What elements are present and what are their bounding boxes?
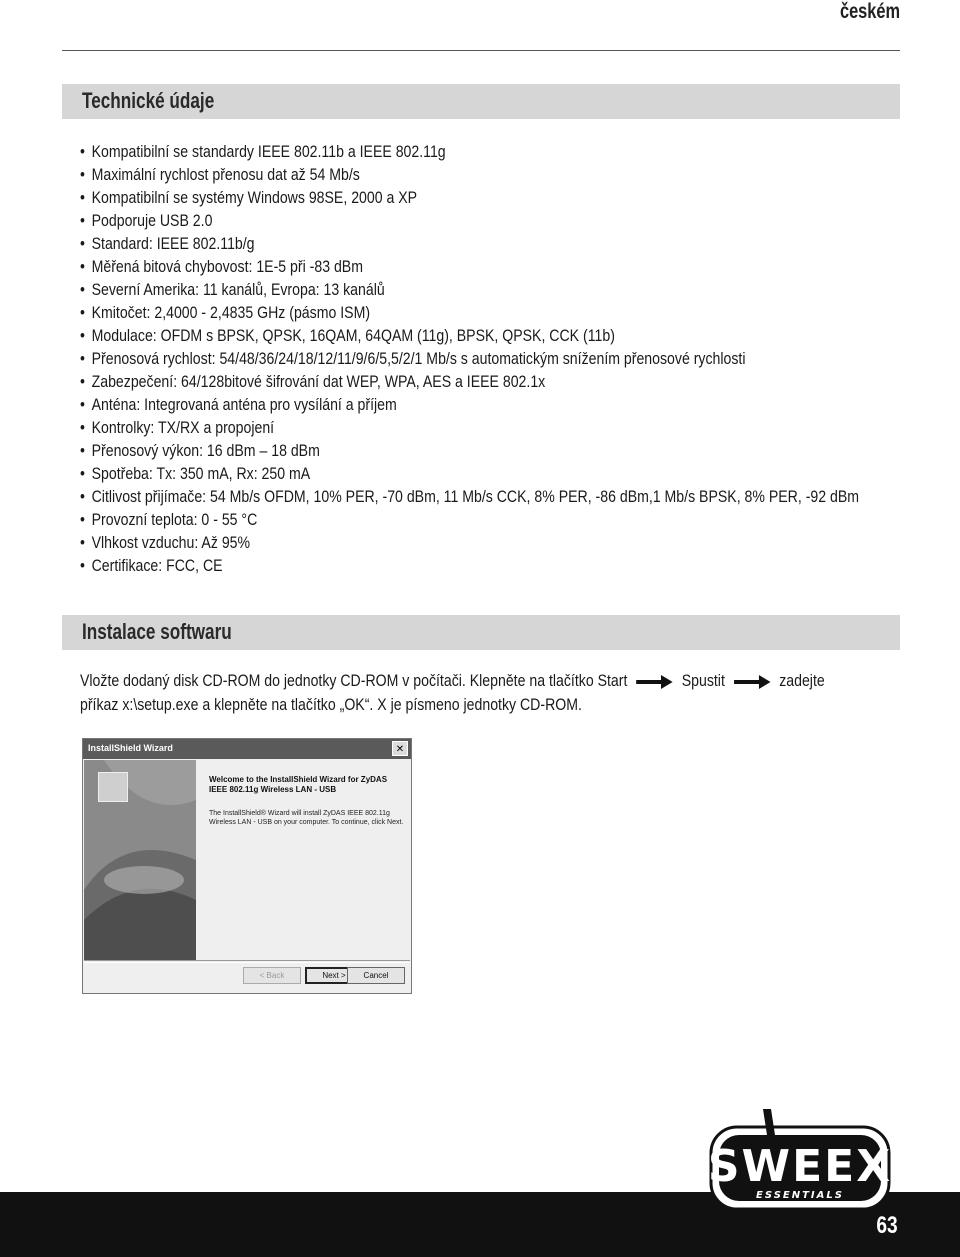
install-text-part2: Spustit: [681, 671, 725, 690]
bullet-icon: •: [80, 188, 85, 207]
list-item: [80, 531, 859, 554]
spec-list: [80, 140, 960, 577]
spec-text: Spotřeba: Tx: 350 mA, Rx: 250 mA: [91, 464, 311, 483]
bullet-icon: •: [80, 395, 85, 414]
list-item: [80, 508, 859, 531]
list-item: [80, 140, 859, 163]
spec-text: Severní Amerika: 11 kanálů, Evropa: 13 kanálů: [91, 280, 385, 299]
install-section-bar: [62, 615, 900, 650]
spec-text: Standard: IEEE 802.11b/g: [91, 234, 255, 253]
specs-section-bar: [62, 84, 900, 119]
bullet-icon: •: [80, 257, 85, 276]
spec-text: Citlivost přijímače: 54 Mb/s OFDM, 10% PER, -70 dBm, 11 Mb/s CCK, 8% PER, -86 dBm,1 Mb/s BPSK, 8% PER, -92 dBm: [91, 487, 860, 506]
list-item: [80, 163, 859, 186]
list-item: [80, 485, 859, 508]
installshield-logo-icon: [98, 772, 128, 802]
spec-text: Měřená bitová chybovost: 1E-5 při -83 dBm: [91, 257, 363, 276]
list-item: [80, 439, 859, 462]
spec-text: Kmitočet: 2,4000 - 2,4835 GHz (pásmo ISM): [91, 303, 371, 322]
install-text-part3: zadejte: [779, 671, 825, 690]
spec-text: Vlhkost vzduchu: Až 95%: [91, 533, 251, 552]
wizard-body-text: The InstallShield® Wizard will install ZyDAS IEEE 802.11g Wireless LAN - USB on your computer. To continue, click Next.: [209, 810, 404, 826]
bullet-icon: •: [80, 487, 85, 506]
list-item: [80, 370, 859, 393]
bullet-icon: •: [80, 464, 85, 483]
back-button[interactable]: < Back: [243, 967, 301, 984]
bullet-icon: •: [80, 556, 85, 575]
bullet-icon: •: [80, 372, 85, 391]
wizard-heading: Welcome to the InstallShield Wizard for ZyDAS IEEE 802.11g Wireless LAN - USB: [209, 775, 388, 794]
svg-text:SWEEX: SWEEX: [707, 1141, 893, 1192]
wizard-titlebar: [83, 739, 411, 759]
bullet-icon: •: [80, 211, 85, 230]
bullet-icon: •: [80, 303, 85, 322]
list-item: [80, 278, 859, 301]
spec-text: Přenosový výkon: 16 dBm – 18 dBm: [91, 441, 320, 460]
bullet-icon: •: [80, 349, 85, 368]
svg-text:ESSENTIALS: ESSENTIALS: [756, 1190, 844, 1201]
bullet-icon: •: [80, 142, 85, 161]
install-instruction-line1: [80, 669, 825, 693]
spec-text: Certifikace: FCC, CE: [91, 556, 223, 575]
bullet-icon: •: [80, 533, 85, 552]
bullet-icon: •: [80, 510, 85, 529]
arrow-right-icon: [734, 675, 771, 689]
bullet-icon: •: [80, 280, 85, 299]
list-item: [80, 347, 859, 370]
bullet-icon: •: [80, 234, 85, 253]
list-item: [80, 186, 859, 209]
list-item: [80, 554, 859, 577]
installshield-wizard-window: [82, 738, 412, 994]
list-item: [80, 462, 859, 485]
list-item: [80, 255, 859, 278]
bullet-icon: •: [80, 326, 85, 345]
install-section-title: Instalace softwaru: [82, 619, 232, 644]
bullet-icon: •: [80, 165, 85, 184]
spec-text: Zabezpečení: 64/128bitové šifrování dat WEP, WPA, AES a IEEE 802.1x: [91, 372, 546, 391]
close-icon[interactable]: ✕: [392, 741, 408, 756]
list-item: [80, 324, 859, 347]
wizard-side-graphic: [84, 760, 196, 960]
install-instruction-line2: příkaz x:\setup.exe a klepněte na tlačítko „OK“. X je písmeno jednotky CD-ROM.: [80, 695, 582, 714]
bullet-icon: •: [80, 441, 85, 460]
spec-text: Maximální rychlost přenosu dat až 54 Mb/s: [91, 165, 360, 184]
spec-text: Anténa: Integrovaná anténa pro vysílání a příjem: [91, 395, 397, 414]
list-item: [80, 232, 859, 255]
wizard-separator: [84, 960, 410, 963]
list-item: [80, 209, 859, 232]
sweex-logo: [705, 1105, 895, 1215]
spec-text: Kompatibilní se systémy Windows 98SE, 2000 a XP: [91, 188, 418, 207]
header-language: českém: [839, 0, 900, 23]
header-divider: [62, 50, 900, 51]
install-text-part1: Vložte dodaný disk CD-ROM do jednotky CD-ROM v počítači. Klepněte na tlačítko Start: [80, 671, 628, 690]
spec-text: Kompatibilní se standardy IEEE 802.11b a IEEE 802.11g: [91, 142, 446, 161]
wizard-title: InstallShield Wizard: [88, 743, 173, 753]
spec-text: Provozní teplota: 0 - 55 °C: [91, 510, 258, 529]
list-item: [80, 416, 859, 439]
arrow-right-icon: [636, 675, 673, 689]
list-item: [80, 393, 859, 416]
spec-text: Podporuje USB 2.0: [91, 211, 213, 230]
cancel-button[interactable]: Cancel: [347, 967, 405, 984]
next-button[interactable]: Next >: [305, 967, 363, 984]
specs-section-title: Technické údaje: [82, 88, 215, 113]
page-number: 63: [876, 1212, 898, 1239]
spec-text: Kontrolky: TX/RX a propojení: [91, 418, 275, 437]
list-item: [80, 301, 859, 324]
spec-text: Přenosová rychlost: 54/48/36/24/18/12/11/9/6/5,5/2/1 Mb/s s automatickým snížením přenosové rychlosti: [91, 349, 746, 368]
spec-text: Modulace: OFDM s BPSK, QPSK, 16QAM, 64QAM (11g), BPSK, QPSK, CCK (11b): [91, 326, 615, 345]
bullet-icon: •: [80, 418, 85, 437]
